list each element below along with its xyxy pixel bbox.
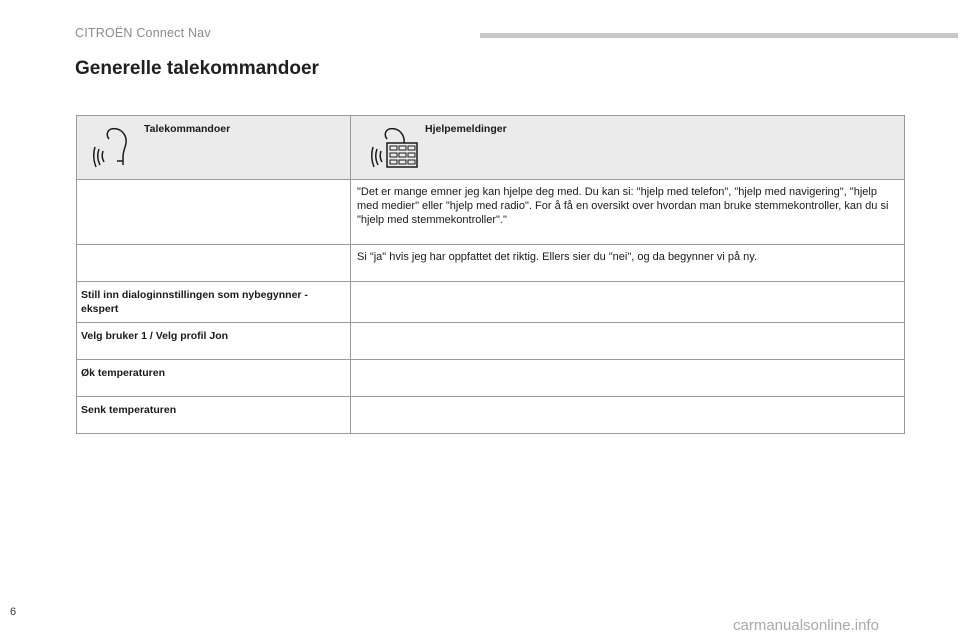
help-cell: "Det er mange emner jeg kan hjelpe deg med. Du kan si: "hjelp med telefon", "hjelp med navigering", "hjelp med medier" eller "hjelp med radio". For å få en oversikt over hvordan man bruke stemmekontroller, kan du si "hjelp med stemmekontroller"." [351,180,905,245]
table-row [77,282,905,323]
header-brand: CITROËN Connect Nav [75,26,211,40]
page-number: 6 [10,606,17,618]
table-row [77,180,905,245]
help-cell [351,360,905,397]
table-row [77,323,905,360]
command-cell [77,180,351,245]
column-header-help-label: Hjelpemeldinger [425,123,507,135]
table-row [77,397,905,434]
command-cell: Senk temperaturen [77,397,351,434]
help-cell: Si "ja" hvis jeg har oppfattet det riktig. Ellers sier du "nei", og da begynner vi på ny. [351,245,905,282]
column-header-help [351,116,905,180]
command-cell: Still inn dialoginnstillingen som nybegynner - ekspert [77,282,351,323]
voice-command-table [76,115,905,434]
header-rule [480,33,958,38]
command-cell: Velg bruker 1 / Velg profil Jon [77,323,351,360]
help-cell [351,397,905,434]
command-cell: Øk temperaturen [77,360,351,397]
voice-command-icon [93,125,133,169]
command-cell [77,245,351,282]
column-header-commands [77,116,351,180]
column-header-commands-label: Talekommandoer [144,123,231,135]
page-title: Generelle talekommandoer [75,58,319,79]
table-row [77,245,905,282]
watermark: carmanualsonline.info [733,617,879,634]
table-header-row [77,116,905,180]
help-cell [351,323,905,360]
help-cell [351,282,905,323]
help-message-icon [369,125,419,169]
table-row [77,360,905,397]
